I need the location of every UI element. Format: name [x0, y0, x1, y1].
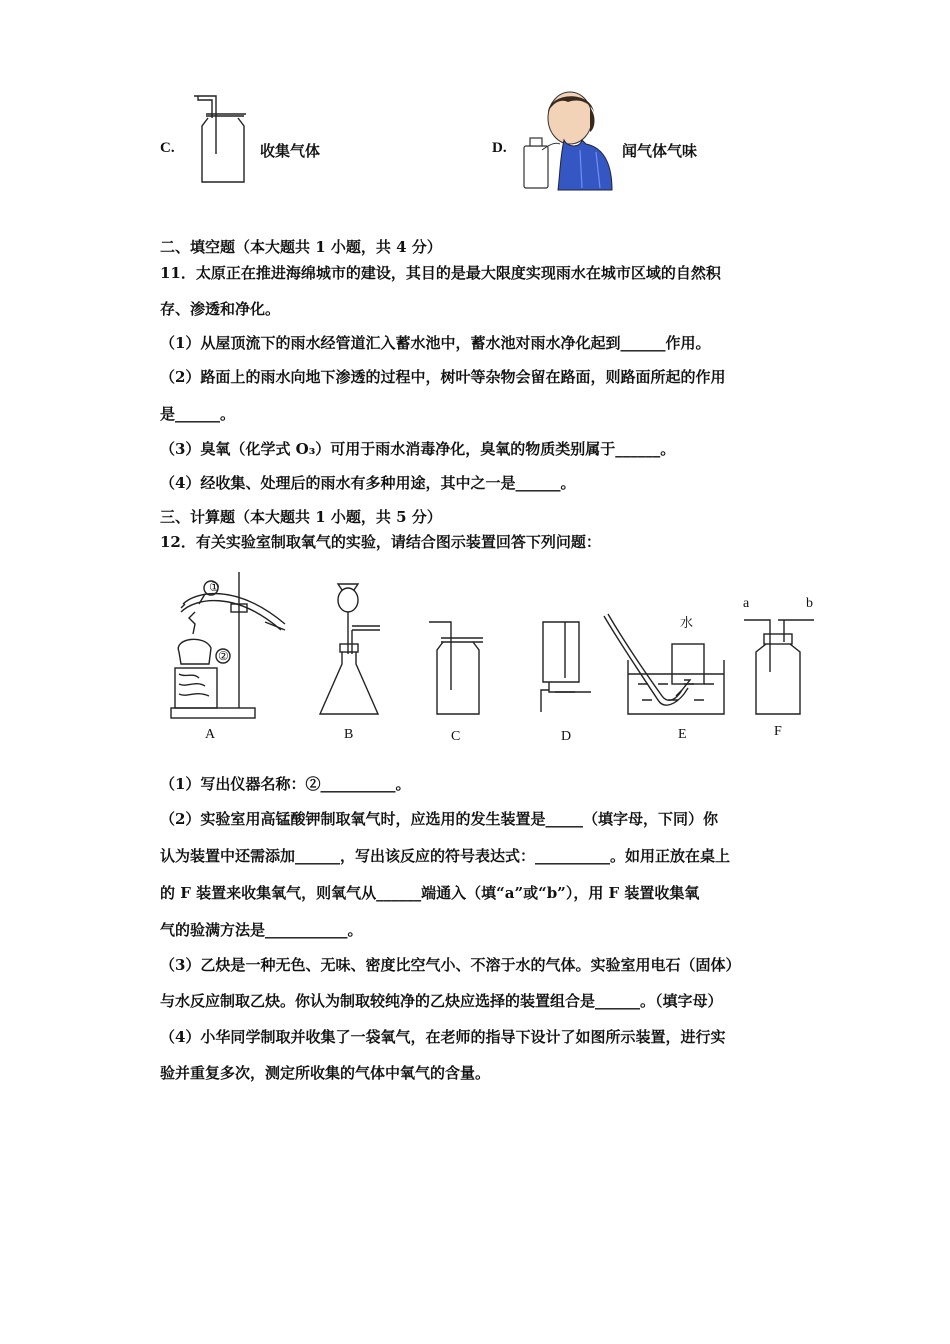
marker-2: ②: [218, 649, 229, 663]
apparatus-label-d: D: [561, 729, 572, 744]
q12-part-2a: （2）实验室用高锰酸钾制取氧气时，应选用的发生装置是_____（填字母，下同）你: [160, 810, 718, 828]
option-d-label: 闻气体气味: [622, 142, 698, 160]
q12-part-4b: 验并重复多次，测定所收集的气体中氧气的含量。: [160, 1064, 491, 1082]
smelling-gas-person-icon: [520, 88, 615, 193]
apparatus-e-water-trough-icon: [598, 610, 728, 720]
apparatus-label-a: A: [205, 727, 216, 742]
port-b-label: b: [806, 596, 813, 611]
option-d-letter: D.: [492, 140, 507, 156]
q12-part-2c: 的 F 装置来收集氧气，则氧气从______端通入（填“a”或“b”），用 F 装置收集氧: [160, 884, 700, 902]
q11-part-3: （3）臭氧（化学式 O₃）可用于雨水消毒净化，臭氧的物质类别属于______。: [160, 440, 676, 458]
apparatus-a-heating-icon: [165, 568, 295, 723]
apparatus-f-two-port-bottle-icon: [742, 612, 817, 718]
apparatus-label-e: E: [678, 727, 687, 742]
q11-part-4: （4）经收集、处理后的雨水有多种用途，其中之一是______。: [160, 474, 576, 492]
q11-part-1: （1）从屋顶流下的雨水经管道汇入蓄水池中，蓄水池对雨水净化起到______作用。: [160, 334, 711, 352]
marker-1: ①: [209, 580, 220, 594]
q11-intro-line-2: 存、渗透和净化。: [160, 300, 281, 318]
option-c-letter: C.: [160, 140, 175, 156]
apparatus-b-flask-icon: [318, 584, 388, 720]
q12-part-1: （1）写出仪器名称：②__________。: [160, 775, 411, 793]
water-label: 水: [680, 615, 694, 630]
q12-part-3b: 与水反应制取乙炔。你认为制取较纯净的乙炔应选择的装置组合是______。（填字母）: [160, 992, 723, 1010]
apparatus-d-inverted-bottle-icon: [535, 618, 595, 718]
q11-part-2a: （2）路面上的雨水向地下渗透的过程中，树叶等杂物会留在路面，则路面所起的作用: [160, 368, 726, 386]
section-2-heading: 二、填空题（本大题共 1 小题，共 4 分）: [160, 238, 442, 256]
port-a-label: a: [743, 596, 750, 611]
q12-intro: 12．有关实验室制取氧气的实验，请结合图示装置回答下列问题：: [160, 533, 601, 551]
q11-intro-line-1: 11．太原正在推进海绵城市的建设，其目的是最大限度实现雨水在城市区域的自然积: [160, 264, 721, 282]
section-3-heading: 三、计算题（本大题共 1 小题，共 5 分）: [160, 508, 442, 526]
apparatus-label-b: B: [344, 727, 354, 742]
gas-collection-bottle-icon: [190, 94, 250, 186]
q12-part-2b: 认为装置中还需添加______，写出该反应的符号表达式：__________。如用正放在桌上: [160, 847, 731, 865]
option-c-label: 收集气体: [260, 142, 321, 160]
apparatus-label-f: F: [774, 724, 782, 739]
q12-part-3a: （3）乙炔是一种无色、无味、密度比空气小、不溶于水的气体。实验室用电石（固体）: [160, 956, 741, 974]
apparatus-label-c: C: [451, 729, 461, 744]
q12-part-4a: （4）小华同学制取并收集了一袋氧气，在老师的指导下设计了如图所示装置，进行实: [160, 1028, 726, 1046]
apparatus-c-bottle-icon: [425, 620, 490, 718]
q11-part-2b: 是______。: [160, 405, 236, 423]
q12-part-2d: 气的验满方法是___________。: [160, 921, 363, 939]
